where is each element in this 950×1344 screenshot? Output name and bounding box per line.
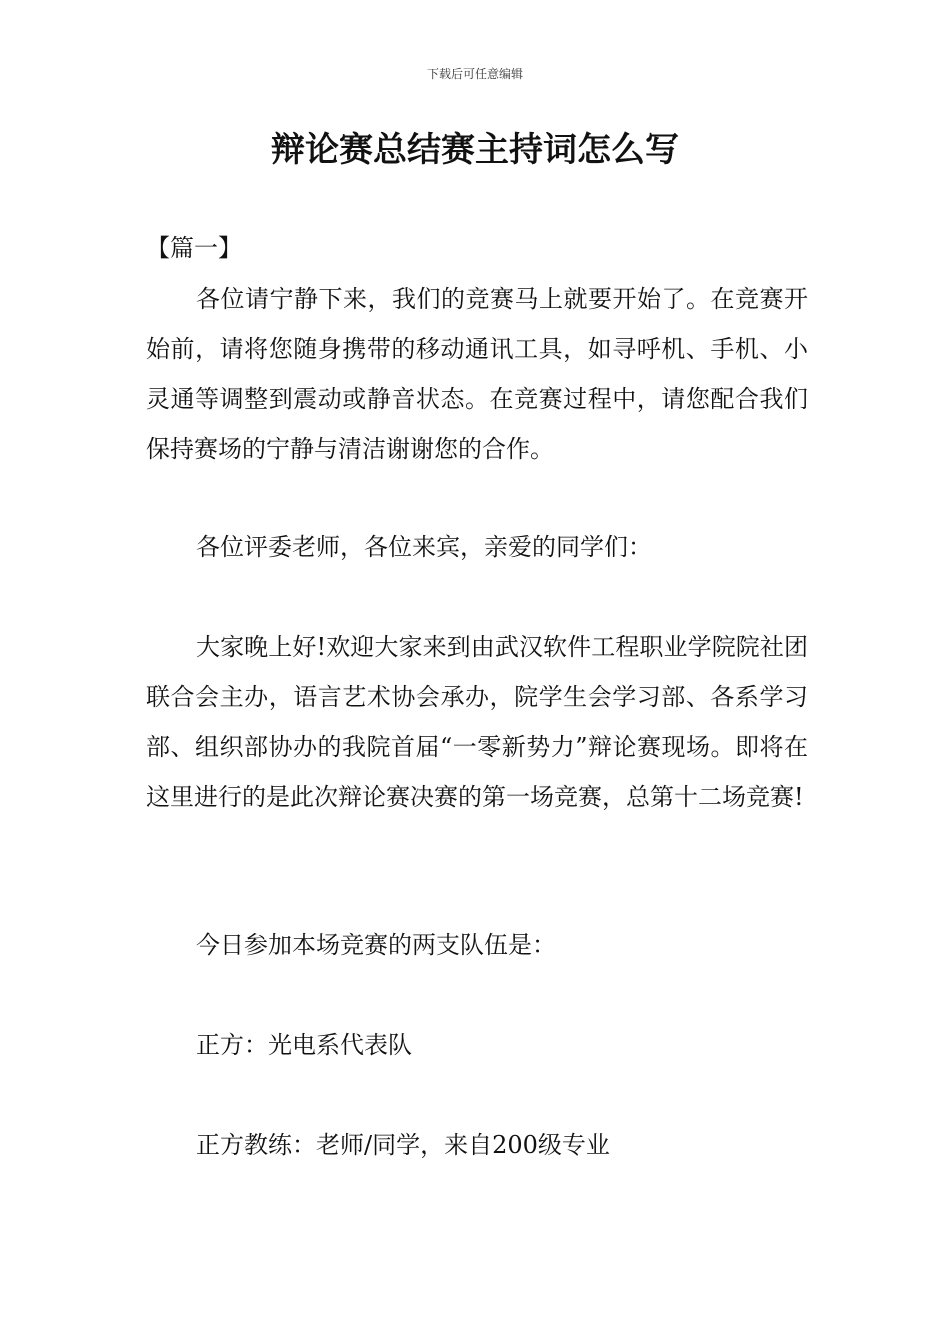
section-label: 【篇一】	[146, 234, 242, 262]
paragraph-welcome: 大家晚上好!欢迎大家来到由武汉软件工程职业学院院社团联合会主办，语言艺术协会承办，院学生会学习部、各系学习部、组织部协办的我院首届“一零新势力”辩论赛现场。即将在这里进行的是此次辩论赛决赛的第一场竞赛，总第十二场竞赛!	[146, 633, 808, 811]
paragraph-greeting: 各位评委老师，各位来宾，亲爱的同学们：	[196, 533, 652, 561]
paragraph-teams-intro: 今日参加本场竞赛的两支队伍是：	[196, 931, 556, 959]
paragraph-affirmative-team: 正方：光电系代表队	[196, 1031, 412, 1059]
page-header-note: 下载后可任意编辑	[426, 67, 523, 81]
document-title: 辩论赛总结赛主持词怎么写	[271, 130, 679, 170]
paragraph-opening-notice: 各位请宁静下来，我们的竞赛马上就要开始了。在竞赛开始前，请将您随身携带的移动通讯工具，如寻呼机、手机、小灵通等调整到震动或静音状态。在竞赛过程中，请您配合我们保持赛场的宁静与清洁谢谢您的合作。	[146, 285, 808, 463]
paragraph-affirmative-coach: 正方教练：老师/同学，来自200级专业	[196, 1131, 610, 1159]
